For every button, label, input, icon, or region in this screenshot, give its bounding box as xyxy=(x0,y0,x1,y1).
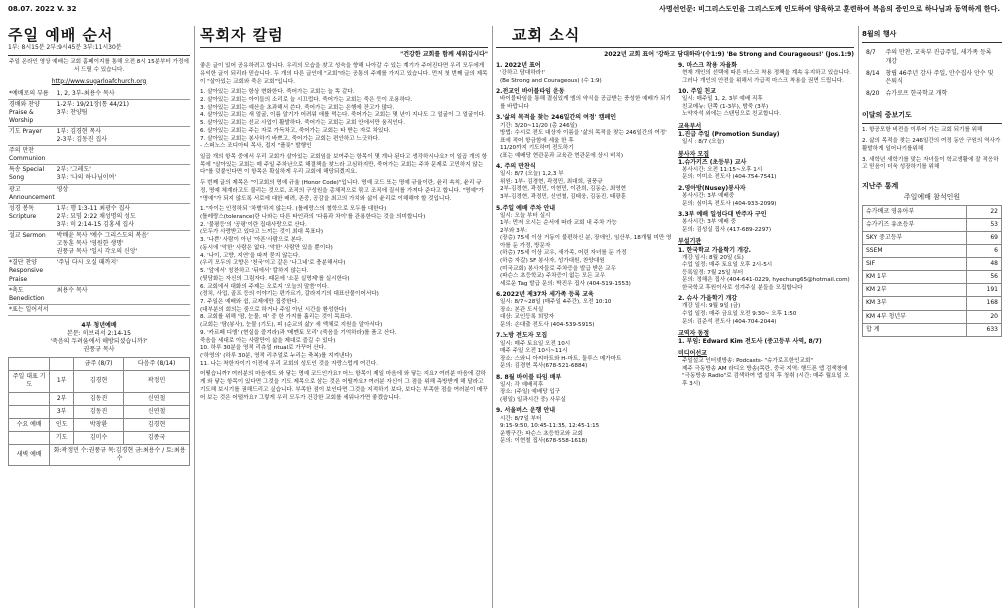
event-row xyxy=(864,69,1000,87)
worship-label: 표는 일어서서 xyxy=(12,305,49,313)
youth-service-preacher: 권풍규 목사 xyxy=(83,346,115,354)
news-item xyxy=(678,295,854,326)
worship-item-value: 1부: 행 1:3-11 최광수 집사 2부: 묘밈 2:22 채성명의 성도 3부: 히 2:14-15 김홍세 집사 xyxy=(56,204,136,228)
events-title: 8월의 행사 xyxy=(862,30,897,38)
stats-value: 56 xyxy=(967,271,1002,284)
news-item-line: 수업 일정: 매주 토요일 오후 2시-5시 xyxy=(682,262,773,269)
worship-label: 기도 Prayer xyxy=(9,128,42,135)
stats-name: KM 2부 xyxy=(863,284,967,297)
officers-cell xyxy=(9,392,50,405)
news-section: 교육부서 xyxy=(678,123,702,131)
news-item-line: '강하고 담대하라!' xyxy=(500,70,545,77)
news-item-line: 개강 일시: 8월 20일 (토) xyxy=(682,254,744,261)
news-section: 교역자 동정 xyxy=(678,330,710,338)
news-item-line: (평일) 일과시간 중) 사무실 xyxy=(500,396,566,403)
prayer-title: 이달의 중보기도 xyxy=(862,110,912,119)
event-row xyxy=(864,89,1000,99)
news-item-title: 10. 주일 친교 xyxy=(678,88,716,96)
youth-service xyxy=(8,322,190,354)
officers-header: 금주 (8/7) xyxy=(74,358,124,371)
news-item-line: 문의: 손대출 전도사 (404-539-5915) xyxy=(500,321,595,328)
news-item-line: 문의: 정해은 집사 (404-641-0229, hyechung65@hotmail.com) xyxy=(682,277,850,284)
news-item-line: 2부와 3부: xyxy=(500,227,527,234)
news-item-line: 일시: 오늘 부터 실시 xyxy=(500,212,551,219)
news-item-title: 1. 부임: Edward Kim 전도사 (중고등부 사역, 8/7) xyxy=(678,338,822,346)
news-item-line: 매주 주일 오전 10시~11시 xyxy=(500,348,568,355)
stats-row xyxy=(863,297,1002,310)
worship-row xyxy=(8,258,190,285)
news-item-line: 문의: 심미옥 전도사 (404-933-2099) xyxy=(682,200,777,207)
worship-mark: * xyxy=(9,305,12,313)
worship-item-label xyxy=(8,89,56,100)
worship-label: 축도 Benediction xyxy=(9,286,45,302)
mission-statement: 사명선언문: 비그리스도인을 그리스도께 인도하여 양육하고 훈련하여 복음의 증인으로 하나님과 동역하게 한다. xyxy=(659,5,1000,13)
worship-item-label xyxy=(8,99,56,126)
worship-row xyxy=(8,231,190,258)
stats-name: KM 3부 xyxy=(863,297,967,310)
worship-mark: * xyxy=(9,286,12,294)
news-item-line: 방법: 수시로 전도 대상자 이름을 '삶의 목적을 찾는 246일간의 여정' 표에 적어 항금함에 세울 한 후 xyxy=(500,130,667,144)
news-item-line: 장소: 본관 도서실 xyxy=(500,306,544,313)
stats-value: 22 xyxy=(967,205,1002,218)
event-row xyxy=(864,48,1000,66)
officers-cell: 김경현 xyxy=(124,418,190,431)
youth-service-title: 4부 청년예배 xyxy=(81,321,117,329)
worship-label: 예배로의 부름 xyxy=(12,89,49,97)
news-item-line: 친교메뉴: 단쪽 (1-3부), 밤죽 (3부) xyxy=(682,103,769,110)
news-item-line: 봉사시간: 3부 예배중 xyxy=(682,193,735,200)
prayer-item: 2. 삶의 목적을 찾는 246일간의 여정 동안 구원의 역사가 활발하게 일어나기를위해 xyxy=(862,138,1001,152)
news-item-title: 2. 슈사 가을학기 개강 xyxy=(678,295,738,303)
news-item xyxy=(678,88,854,119)
officers-cell: 인도 xyxy=(50,418,74,431)
stats-title: 지난주 통계 xyxy=(862,181,899,190)
officers-cell: 곽정민 xyxy=(124,371,190,392)
worship-item-label xyxy=(8,231,56,258)
youth-service-sermon: '죽음의 두려움에서 해방되셨습니까?' xyxy=(50,338,148,346)
news-item-line: 일시: 8/7 (오늘) 1,2,3 부 xyxy=(500,171,564,178)
worship-item-label xyxy=(8,127,56,146)
news-item-line: 봉사시간: 오전 11:15~오후 1시 xyxy=(682,166,763,173)
worship-row xyxy=(8,165,190,184)
news-item-title: 8. 8월 바이블 타임 배부 xyxy=(496,373,562,381)
worship-label: 주의 만찬 Communion xyxy=(9,147,46,163)
news-theme: 2022년 교회 표어 '강하고 담대하라'(수1:9) 'Be Strong and Courageous!' (Jos.1:9) xyxy=(604,51,854,58)
news-item-line: 일시: 매주 토요일 오전 10시 xyxy=(500,340,571,347)
worship-item-label xyxy=(8,285,56,304)
news-item-line: 장소: (주일) 예배당 입구 xyxy=(500,389,561,396)
column-paragraph: 일곱 개의 항목 중에서 우리 교회가 살아있는 교회임을 보여주는 항목이 몇 개나 된다고 생각하시나요? 이 일곱 개의 항목에 "살아있는 교회는 매 주일 주차난으로 해결책을 찾느라 고심하지만, 죽어가는 교회는 주차 문제로 고민하지 않는다"를 덧붙인다면 이 항목은 확실하게 우리 교회에 해당되겠지요. xyxy=(200,154,488,176)
officers-cell: 기도 xyxy=(50,431,74,444)
news-item-title: 1.슈가키즈 (초등부) 교사 xyxy=(678,158,747,166)
news-item-title: 2.영아방(Nusey)봉사자 xyxy=(678,185,746,193)
worship-item-value: 2부: '그레도' 3부: '나의 하나님이여' xyxy=(56,166,116,182)
news-item-line: 등록일정: 7월 25일 부터 xyxy=(682,269,744,276)
worship-item-value: 박배윤 목사 '예수 그리스도의 복음' 고동훈 목사 '영원한 생명' 권풍규 목사 '일시 각오의 신앙' xyxy=(56,232,149,256)
worship-item-value: 영상 xyxy=(56,185,69,193)
news-item xyxy=(678,131,854,147)
stats-row xyxy=(863,205,1002,218)
news-item-line: (하층) 75세 이상 교우, 새가족, 어린 자녀를 둔 가정 xyxy=(500,250,627,257)
stats-name: 슈가베코 영유아부 xyxy=(863,205,967,218)
news-item-line: 9:15-9:50, 10:45-11:35, 12:45-1:15 xyxy=(500,423,600,430)
news-item-line: 일시: 8/7~28일 (매주일 4주간), 오전 10:10 xyxy=(500,299,612,306)
officers-cell: 김경현 xyxy=(74,371,124,392)
news-item xyxy=(678,62,854,85)
worship-label: 설교 Sermon xyxy=(9,232,46,240)
stats-subtitle: 주일예배 참석인원 xyxy=(903,193,961,202)
worship-label: 경배와 찬양 Praise & Worship xyxy=(9,100,40,124)
stats-name: SSEM xyxy=(863,245,967,258)
worship-item-value: '주님 다시 오실 때까지' xyxy=(56,259,118,267)
stats-row xyxy=(863,323,1002,336)
officers-cell: 화:곽정민 수:권풍규 목:김경현 금:최용수 / 토:최용수 xyxy=(50,444,190,465)
column-paragraph: 좋은 글이 있어 공유하려고 합니다. 우리의 모습을 찾고 성숙을 향해 나아갈 수 있는 계기가 주어진다면 우리 모두에게 유익한 글이 되리라 믿습니다. 두 개의 다른 글인데 "교회"라는 공통의 주제를 가지고 있습니다. 먼저 첫 번째 글의 제목이 "살아있는 교회와 죽은 교회"입니다. xyxy=(200,63,488,85)
prayer-item: 1. 항공모항 비전을 이루어 가는 교회 되기를 위해 xyxy=(862,127,983,134)
news-item-title: 4. 주의 만찬식 xyxy=(496,163,536,171)
column-paragraph: 두 번째 글의 제목은 "이교회의 명예 규율 (Honor Code)"입니다. 명예 코드 또는 명예 규율이란, 윤리 속칙, 윤리 규정, 명예 체계라고도 불리는 것으로, 조직의 구성원을 총체적으로 묶고 조직에 질서를 가져다 준다고 합니다. "명예"가 "명예"가 되지 않도록 서로에 대한 배려, 존중, 공감을 최고의 가치와 삶이 윤리로 이해해야 할 것입니다. xyxy=(200,180,484,202)
news-item-line: 2부-김경현, 곽정민, 이현민, 이관희, 김동순, 최영현 xyxy=(500,186,627,193)
news-item-line: 개강 일시: 9월 9일 (금) xyxy=(682,303,741,310)
worship-item-value: 1부: 김경현 목사 2-3부: 김동진 집사 xyxy=(56,128,108,144)
news-item-line: 일시: 각 예배직후 xyxy=(500,381,544,388)
news-left-column xyxy=(496,62,672,449)
news-item-line: 기간: 3/20~11/20 (총 246일) xyxy=(500,122,578,129)
news-item-line: 문의: 김경현 목사(678-521-6884) xyxy=(500,363,588,370)
event-text: 창립 46주년 감사 주일, 안수집사 안수 및 은퇴식 xyxy=(885,69,994,85)
news-item-line: 3부-김경현, 곽정민, 신연철, 김태웅, 김동진, 태광훈 xyxy=(500,194,627,201)
news-item-line: (Be Strong and Courageous) (수 1:9) xyxy=(500,77,602,84)
event-date: 8/14 xyxy=(866,69,880,77)
worship-item-label xyxy=(8,165,56,184)
news-item-line: 수업 일정: 매주 금요일 오전 9:30~ 오후 1:50 xyxy=(682,310,797,317)
worship-title: 주일 예배 순서 xyxy=(8,26,114,44)
worship-row xyxy=(8,285,190,304)
news-item xyxy=(496,374,672,405)
stats-value: 48 xyxy=(967,258,1002,271)
worship-row xyxy=(8,203,190,230)
news-item xyxy=(678,247,854,293)
stats-value: 191 xyxy=(967,284,1002,297)
officers-row xyxy=(9,392,190,405)
news-item-line: 봉사시간: 3부 예배 중 xyxy=(682,219,737,226)
news-item-line: 주일설교 인터넷방송: Podcasts- "슈가로프한인교회" xyxy=(682,358,813,365)
news-title: 교회 소식 xyxy=(512,26,581,44)
column-paragraph: 1."자이는 인정하되 '차별'하지 않는다. (틀레랑스의 철학으로 모두를 대한다) (틀레랑스(tolerance)란 나와는 다른 타인과의 '다름과 차이'를 관용한다는 것을 의미합니다) 2. '불평등'의 '공평'이란 집대사랑으로 산다. (모두가 사랑받고 있다고 느끼는 것이 최대 목표다) 3. '나쁜' 사람이 아닌 '아픈'사람으로 본다. (동시에 '악한' 사람은 없다. '악한' 사람만 있을 뿐이다) 4. '나이, 고향, 지연'을 따져 묻지 않는다. (우리 모두의 고향은 '천국'이고 같은 '나그네'로 충분해서다) 5. '앞에서' 칭찬하고 '뒤에서' 칼하지 않는다. (뒷담화는 자신의 그림자다. 때문에 '소문 실명제'를 실시한다) 6. 교회에서 대화의 주제는 오로지 '오늘의 말씀'이다. (정치, 사업, 골프 등의 이야기는 편가르기, 갈라지기의 대표산물이어서다) 7. 주일은 예배와 쉼, 교제에만 집중한다. (대부분의 회의는 줌으로 하거나 주일 아닌 시간을 환성한다) 8. 교회를 위해 '땀, 눈물, 피' 중 한 가지를 흘리는 것이 목표다. (교회는 '땀(봉사), 눈물 (기도), 피 (순교의 삶)' 세 액체로 지원을 알아서다) 9. '카르페 디엠' (현실을 즐겨라)과 '메멘토 모리' (죽음을 기억하라)를 품고 산다. 죽음을 세대로 아는 사람만이 삶을 제대로 즐길 수 있다) 10. 하루 30분을 영적 리츄얼 ritual로 가꾸어 산다. ('하영의' (하루 30분, 영적 리추얼로 누리는 축복)를 지켜낸다) 11. 나는 착한자이기 이전에 우리 교회의 성도인 것을 자랑스럽게 여긴다. xyxy=(200,206,426,367)
stats-value: 6 xyxy=(967,245,1002,258)
top-bar xyxy=(0,0,1008,24)
officers-cell: 2부 xyxy=(50,392,74,405)
news-item-line: 일시 : 8/7 (오늘) xyxy=(682,139,725,146)
worship-label: 특송 Special Song xyxy=(9,166,45,182)
news-item-title: 5.주일 예배 주차 안내 xyxy=(496,204,556,212)
news-right-column xyxy=(678,62,854,449)
stats-row xyxy=(863,245,1002,258)
news-item-title: 1. 2022년 표어 xyxy=(496,62,541,70)
worship-item-value: 1, 2, 3부-최용수 목사 xyxy=(56,89,115,97)
news-item-title: 3.'삶의 목적을 찾는 246일간의 여정' 캠페인 xyxy=(496,114,617,122)
news-item xyxy=(496,88,672,111)
officers-cell: 김동진 xyxy=(74,392,124,405)
pastor-column xyxy=(200,26,488,608)
stats-value: 633 xyxy=(967,323,1002,336)
news-item-title: 9. 마스크 착용 자율화 xyxy=(678,62,738,70)
officers-cell: 김미수 xyxy=(74,431,124,444)
prayer-item: 3. 새학년 새학기를 맞는 자녀들이 학교생활에 잘 적응하고 믿음이 더욱 성장하기를 위해 xyxy=(862,156,999,171)
news-item-line: (미국교회) 봉사자들로 주차증을 발급 받은 교우 xyxy=(500,265,616,272)
officers-cell: 김동진 xyxy=(74,405,124,418)
officers-cell xyxy=(9,405,50,418)
news-item-line: 1부: 먼저 오시는 순서에 따라 교회 내 주차 가능 xyxy=(500,220,617,227)
worship-item-label xyxy=(8,304,56,315)
stats-row xyxy=(863,310,1002,323)
officers-row xyxy=(9,431,190,444)
officers-header-row xyxy=(9,358,190,371)
column-title: 목회자 칼럼 xyxy=(200,26,284,44)
news-item-title: 1.진급 주일 (Promotion Sunday) xyxy=(678,131,780,139)
officers-cell: 1부 xyxy=(50,371,74,392)
news-item-line: (표는 예배당 현관문과 교육관 현관문에 상시 비치) xyxy=(500,152,624,159)
prayer-list xyxy=(862,127,1002,172)
news-section: 봉사자 모집 xyxy=(678,150,710,158)
column-divider xyxy=(194,26,195,608)
worship-order xyxy=(8,26,190,608)
news-item-title: 7.노방 전도자 모집 xyxy=(496,332,548,340)
issue-date: 08.07. 2022 V. 32 xyxy=(8,5,77,13)
worship-item-label xyxy=(8,184,56,203)
stats-name: SKY 중고등부 xyxy=(863,232,967,245)
stats-row xyxy=(863,284,1002,297)
news-item-line: 문의: 이미소 전도사 (404-754-7541) xyxy=(682,174,777,181)
news-item-title: 6.2022년 제37차 세가족 등록 교육 xyxy=(496,291,594,299)
worship-item-value xyxy=(56,304,190,315)
stats-row xyxy=(863,271,1002,284)
stats-name: KM 4부 청년부 xyxy=(863,310,967,323)
news-item xyxy=(678,358,854,388)
officers-header xyxy=(9,358,50,371)
officers-cell: 수요 예배 xyxy=(9,418,50,431)
worship-item-value: 1-2부: 19/21장(통 44/21) 3부: 찬양팀 xyxy=(56,100,129,116)
worship-row xyxy=(8,99,190,126)
event-date: 8/7 xyxy=(866,49,876,57)
news-item-line: 현재 개인의 선택에 따른 마스크 착용 정책을 계속 유지하고 있습니다. 그러나 개인의 안전을 위해서 가급적 마스크 착용을 권면 드립니다. xyxy=(682,70,852,84)
officers-row xyxy=(9,444,190,465)
prayer-officers-table xyxy=(8,357,190,466)
officers-row xyxy=(9,418,190,431)
news-item-line: 일시: 매주일 1, 2, 3부 예배 직후 xyxy=(682,96,763,103)
worship-label: 성경 봉독 Scripture xyxy=(9,204,37,220)
officers-header: 다음주 (8/14) xyxy=(124,358,190,371)
news-item-line: 문의: 이현철 집사(678-558-1618) xyxy=(500,438,588,445)
event-text: 주의 만찬, 교육부 진급주일, 새가족 등록 개강 xyxy=(885,49,992,65)
worship-mark: * xyxy=(9,89,12,97)
news-item xyxy=(496,62,672,85)
stats-name: KM 1부 xyxy=(863,271,967,284)
worship-label: 결단 찬양 Responsive Praise xyxy=(9,259,44,283)
news-item-line: 노약자석 외에는 스탠딩으로 친교합니다. xyxy=(682,111,781,118)
officers-cell: 3부 xyxy=(50,405,74,418)
news-item xyxy=(496,407,672,445)
stats-row xyxy=(863,232,1002,245)
news-item-line: 문의: 김준석 전도사 (404-704-2044) xyxy=(682,318,777,325)
stats-row xyxy=(863,258,1002,271)
news-item-line: 한국학교 후원이사로 성겨주실 분들을 모집합니다 xyxy=(682,284,803,291)
news-item xyxy=(496,114,672,160)
column-paragraph: 1. 살아있는 교회는 항상 변화한다. 죽어가는 교회는 늘 똑 같다. 2. 살아있는 교회는 아이들의 소리로 늘 시끄럽다. 죽어가는 교회는 죽은 듯이 조용하다. 3. 살아있는 교회는 예산을 초과해서 쓴다. 죽어가는 교회는 은행에 잔고가 많다. 4. 살아있는 교회는 새 얼굴, 이름 알기가 어려워 애를 먹는다. 죽어가는 교회는 몇 년이 지나도 그 얼굴이 그 얼굴이다. 5. 살아있는 교회는 선교 사업이 활발하다. 죽어가는 교회는 교회 안에서만 움직인다. 6. 살아있는 교회는 주는 자로 가득차고, 죽어가는 교회는 타 받는 자로 차있다. 7. 살아있는 교회는 봉사하기 바쁘고, 죽어가는 교회는 편안하고 느긋하다. - 스퍼노스 조디아티 목사, 접지 "플릇" 발행인 xyxy=(200,89,486,150)
column-paragraph: 어떻습니까? 여러분의 마음에도 와 닿는 명예 코드인가요? 어느 항목이 제일 마음에 와 닿는 지요? 여러분 마음에 감하게 와 닿는 항목이 있다면 그것을 기도 제목으로 삼는 것은 어떨까요? 여러분 자신이 그 점을 위해 측방받게 해 달라고 기도해 보시기를 권해드리고 싶습니다. 부족한 점이 보인다면 그것을 지적하기 보다, 보다는 부족한 점을 여러분이 메꾸어 보는 것은 어떨까요? 그렇게 우리 모두가 건강한 교회를 세워나가면 좋겠습니다. xyxy=(200,371,488,401)
news-section: 미디어선교 xyxy=(678,350,707,358)
officers-cell: 신연철 xyxy=(124,392,190,405)
worship-times: 1부: 8시15분 2부:9시45분 3부:11시30분 xyxy=(8,44,122,51)
church-url[interactable]: http://www.sugarloafchurch.org xyxy=(51,77,147,85)
news-item xyxy=(678,159,854,182)
worship-item-value xyxy=(56,146,190,165)
news-item xyxy=(678,211,854,234)
worship-row xyxy=(8,184,190,203)
church-news xyxy=(496,26,854,608)
stats-name: SIF xyxy=(863,258,967,271)
news-item-line: (하층 자갈) SF 봉사자, 성가대원, 찬양대원 xyxy=(500,257,605,264)
event-text: 슈가로프 한국학교 개학 xyxy=(885,89,948,97)
news-item-line: 장소: 스와니 아씨마트와 H-마트, 둘루스 메가마트 xyxy=(500,355,622,362)
news-item-line: 시간: 8/7일 부터 xyxy=(500,415,542,422)
events-table xyxy=(862,46,1002,100)
news-item-title: 1. 한국학교 가을학기 개강. xyxy=(678,246,751,254)
news-item xyxy=(678,338,854,346)
worship-table xyxy=(8,89,190,316)
online-intro: 주일 온라인 영상 예배는 교회 홈페이지를 통해 오전 8시 15분부터 가정에서 드릴 수 있습니다. xyxy=(9,59,189,73)
column-divider xyxy=(858,26,859,608)
stats-value: 168 xyxy=(967,297,1002,310)
worship-item-value: 최용수 목사 xyxy=(56,286,88,294)
worship-item-label xyxy=(8,146,56,165)
stats-name: 합 계 xyxy=(863,323,967,336)
column-subtitle: "건강한 교회를 함께 세워갑시다" xyxy=(400,51,488,58)
news-item-line: (장층) 75세 이상 거동이 불편하신 분, 장애인, 임산부, 18개월 미만 영아를 둔 가정, 방문자 xyxy=(500,235,672,249)
news-item-line: (파슨스 초등학교) 주차증이 없는 모든 교우 xyxy=(500,273,606,280)
column-divider xyxy=(492,26,493,608)
worship-row xyxy=(8,304,190,315)
news-item-line: 문의: 김성실 집사 (417-689-2297) xyxy=(682,226,772,233)
news-item xyxy=(496,332,672,370)
officers-cell xyxy=(9,431,50,444)
news-item xyxy=(496,163,672,201)
worship-row xyxy=(8,127,190,146)
officers-cell: 새벽 예배 xyxy=(9,444,50,465)
news-item-line: 위원: 1부- 김경현, 곽정민, 최대희, 권풍규 xyxy=(500,178,603,185)
worship-label: 광고 Announcement xyxy=(9,185,55,201)
news-section: 부설기관 xyxy=(678,238,702,246)
news-item-title: 2.전교인 바이블타임 운동 xyxy=(496,88,565,96)
officers-cell: 주일 대표 기도 xyxy=(9,371,50,392)
news-item-line: 11/20까지 기도하며 전도하기 xyxy=(500,145,574,152)
news-item xyxy=(678,185,854,208)
news-item xyxy=(496,291,672,329)
worship-row xyxy=(8,146,190,165)
sidebar-info xyxy=(862,26,1002,608)
worship-item-label xyxy=(8,203,56,230)
event-date: 8/20 xyxy=(866,89,880,97)
column-body xyxy=(200,63,488,402)
news-item-title: 9. 서울버스 운행 안내 xyxy=(496,407,556,415)
stats-value: 20 xyxy=(967,310,1002,323)
news-item-line: 바이블타임을 통해 결심있게 엠의 약식을 공급받는 풍성한 예배가 되기를 바랍니다 xyxy=(500,96,671,110)
officers-cell: 김종국 xyxy=(124,431,190,444)
officers-header xyxy=(50,358,74,371)
worship-row xyxy=(8,89,190,100)
news-item xyxy=(496,205,672,289)
news-item-line: 세로운 Tag 발급 문의: 박진우 집사 (404-519-1553) xyxy=(500,280,631,287)
worship-item-label xyxy=(8,258,56,285)
worship-mark: * xyxy=(9,259,12,267)
stats-value: 53 xyxy=(967,218,1002,231)
news-item-line: 운행구간: 파슨스 초등학교와 교회 xyxy=(500,430,583,437)
news-item-line: 대상: 교인등록 희망자 xyxy=(500,314,555,321)
stats-value: 69 xyxy=(967,232,1002,245)
news-item-title: 3.3부 예배 일성다대 반주자 구인 xyxy=(678,211,767,219)
officers-cell: 신연철 xyxy=(124,405,190,418)
news-item-line: 제주 극동방송 AM 라디오 방송(목란, 중국 지역: 행드폰 앱 검색창에 "극동방송 Radio"로 검색하여 앱 설치 후 청취 (시간: 매주 월요일 오후 3시) xyxy=(682,365,849,387)
officers-row xyxy=(9,371,190,392)
stats-table xyxy=(862,205,1002,337)
stats-name: 슈가키즈 유초등부 xyxy=(863,218,967,231)
youth-service-text: 본문: 히브리서 2:14-15 xyxy=(67,329,131,337)
officers-row xyxy=(9,405,190,418)
officers-cell: 박창환 xyxy=(74,418,124,431)
stats-row xyxy=(863,218,1002,231)
